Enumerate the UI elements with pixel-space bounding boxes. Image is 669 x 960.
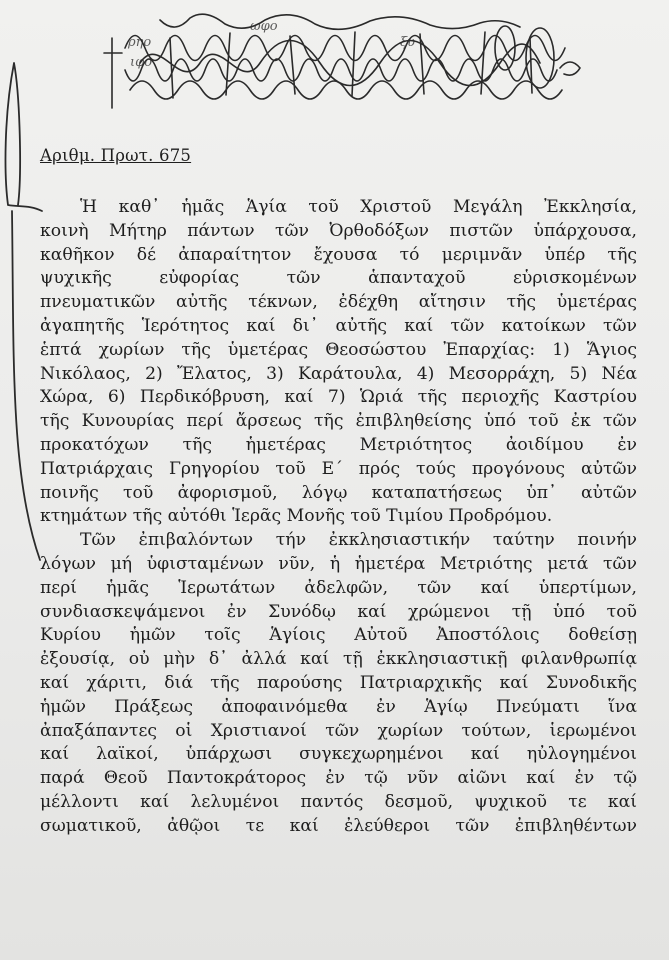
- text-line: λόγων μή ὑφισταμένων νῦν, ἡ ἡμετέρα Μετριότης μετά τῶν: [40, 553, 637, 574]
- svg-text:ρηο: ρηο: [128, 35, 152, 50]
- text-line: παρά Θεοῦ Παντοκράτορος ἐν τῷ νῦν αἰῶνι καί ἐν τῷ: [40, 768, 637, 789]
- text-line: μέλλοντι καί λελυμένοι παντός δεσμοῦ, ψυχικοῦ τε καί: [40, 791, 637, 812]
- text-line: ἑπτά χωρίων τῆς ὑμετέρας Θεοσώστου Ἐπαρχίας: 1) Ἅγιος: [40, 339, 637, 360]
- protocol-number: Αριθμ. Πρωτ. 675: [40, 146, 192, 165]
- text-line: σωματικοῦ, ἀθῷοι τε καί ἐλεύθεροι τῶν ἐπιβληθέντων: [40, 815, 637, 836]
- text-line: περί ἡμᾶς Ἱερωτάτων ἀδελφῶν, τῶν καί ὑπερτίμων,: [40, 577, 637, 598]
- paragraph-2: [40, 529, 637, 838]
- text-line: κοινὴ Μήτηρ πάντων τῶν Ὀρθοδόξων πιστῶν ὑπάρχουσα,: [40, 220, 637, 241]
- text-line: προκατόχων τῆς ἡμετέρας Μετριότητος ἀοιδίμου ἐν: [40, 434, 637, 455]
- text-line: Τῶν ἐπιβαλόντων τήν ἐκκλησιαστικήν ταύτην ποινήν: [80, 530, 637, 551]
- text-line: κτημάτων τῆς αὐτόθι Ἱερᾶς Μονῆς τοῦ Τιμίου Προδρόμου.: [40, 506, 553, 527]
- text-line: Νικόλαος, 2) Ἔλατος, 3) Καράτουλα, 4) Μεσορράχη, 5) Νέα: [40, 363, 637, 384]
- text-line: ἀπαξάπαντες οἱ Χριστιανοί τῶν χωρίων τούτων, ἱερωμένοι: [40, 720, 637, 741]
- text-line: Χώρα, 6) Περδικόβρυση, καί 7) Ὡριά τῆς περιοχῆς Καστρίου: [40, 387, 637, 408]
- svg-text:ιφο: ιφο: [130, 55, 153, 70]
- text-line: Ἡ καθ᾽ ἡμᾶς Ἁγία τοῦ Χριστοῦ Μεγάλη Ἐκκλησία,: [80, 197, 637, 217]
- text-line: συνδιασκεψάμενοι ἐν Συνόδῳ καί χρώμενοι τῇ ὑπό τοῦ: [40, 601, 637, 622]
- text-line: ἡμῶν Πράξεως ἀποφαινόμεθα ἐν Ἁγίῳ Πνεύματι ἵνα: [40, 696, 637, 717]
- text-line: ἐξουσίᾳ, οὐ μὴν δ᾽ ἀλλά καί τῇ ἐκκλησιαστικῇ φιλανθρωπίᾳ: [40, 649, 637, 670]
- text-line: ἀγαπητῆς Ἱερότητος καί δι᾽ αὐτῆς καί τῶν κατοίκων τῶν: [40, 315, 637, 336]
- text-line: καθῆκον δέ ἀπαραίτητον ἔχουσα τό μεριμνᾶν ὑπέρ τῆς: [40, 244, 637, 265]
- text-line: ψυχικῆς εὐφορίας τῶν ἁπανταχοῦ εὑρισκομένων: [40, 268, 637, 289]
- text-line: Πατριάρχαις Γρηγορίου τοῦ Ε΄ πρός τούς προγόνους αὐτῶν: [40, 458, 637, 479]
- svg-text:ξυ: ξυ: [400, 35, 416, 50]
- patriarchal-signature-icon: [100, 8, 600, 113]
- decree-text: [40, 196, 637, 839]
- text-line: Κυρίου ἡμῶν τοῖς Ἁγίοις Αὐτοῦ Ἀποστόλοις δοθείσῃ: [40, 625, 637, 646]
- text-line: πνευματικῶν αὐτῆς τέκνων, ἐδέχθη αἴτησιν τῆς ὑμετέρας: [40, 292, 637, 313]
- svg-text:ωφο: ωφο: [250, 19, 278, 34]
- text-line: τῆς Κυνουρίας περί ἄρσεως τῆς ἐπιβληθείσης ὑπό τοῦ ἐκ τῶν: [40, 411, 637, 432]
- text-line: ποινῆς τοῦ ἀφορισμοῦ, λόγῳ καταπατήσεως ὑπ᾽ αὐτῶν: [40, 482, 637, 503]
- paragraph-1: [40, 196, 637, 529]
- text-line: καί λαϊκοί, ὑπάρχωσι συγκεχωρημένοι καί ηὐλογημένοι: [40, 744, 637, 765]
- text-line: καί χάριτι, διά τῆς παρούσης Πατριαρχικῆς καί Συνοδικῆς: [40, 672, 637, 693]
